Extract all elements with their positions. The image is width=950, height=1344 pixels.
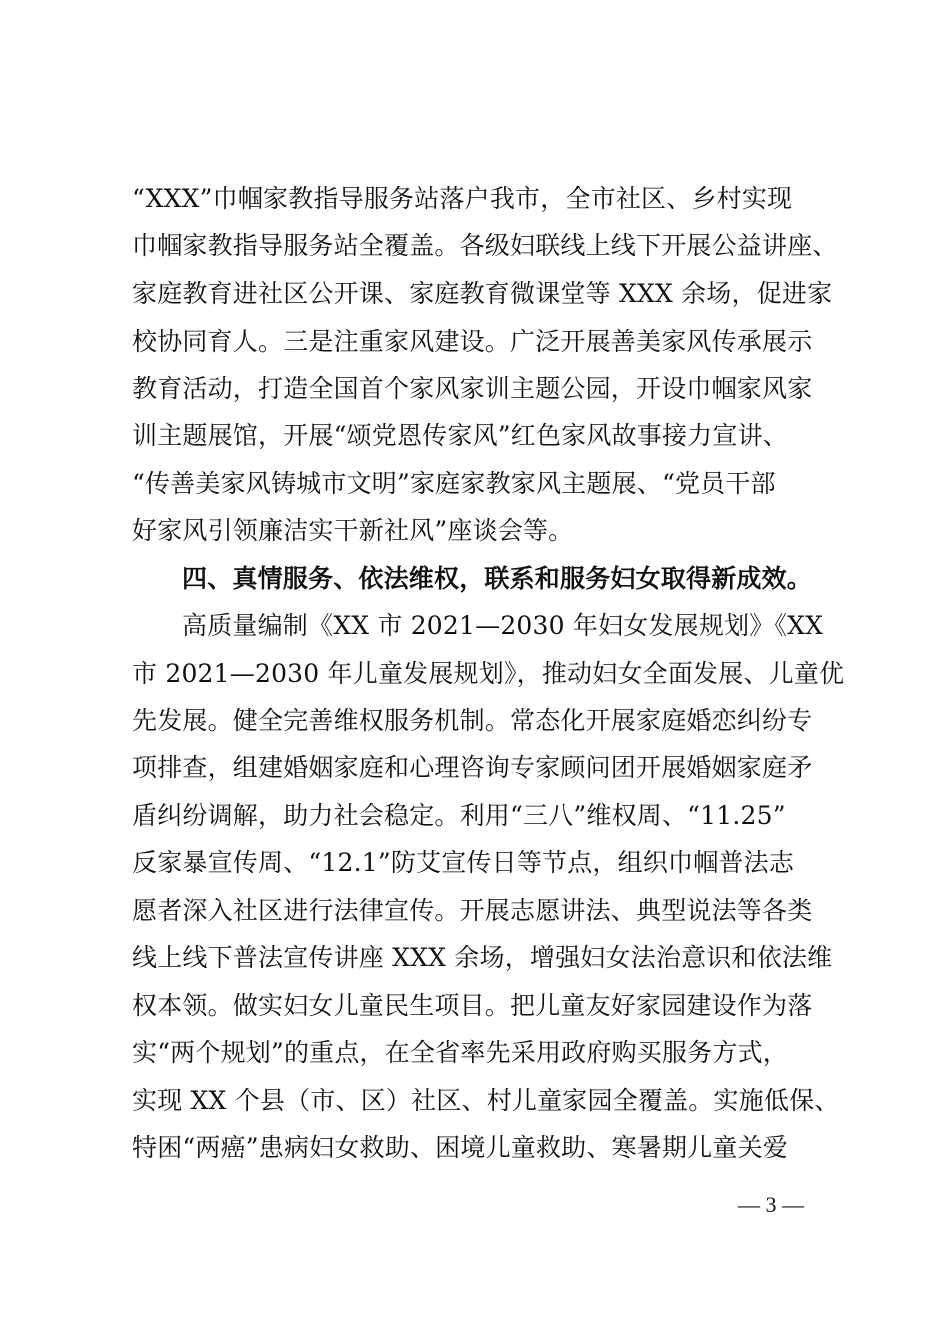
paragraph-line: 权本领。做实妇女儿童民生项目。把儿童友好家园建设作为落 bbox=[132, 991, 813, 1020]
paragraph-line: 高质量编制《XX 市 2021—2030 年妇女发展规划》《XX bbox=[182, 611, 824, 640]
paragraph-line: 先发展。健全完善维权服务机制。常态化开展家庭婚恋纠纷专 bbox=[132, 706, 813, 735]
paragraph-line: 项排查，组建婚姻家庭和心理咨询专家顾问团开展婚姻家庭矛 bbox=[132, 753, 813, 782]
paragraph-line: 愿者深入社区进行法律宣传。开展志愿讲法、典型说法等各类 bbox=[132, 896, 813, 925]
paragraph-line: 实“两个规划”的重点，在全省率先采用政府购买服务方式， bbox=[132, 1038, 788, 1067]
paragraph-line: 好家风引领廉洁实干新社风”座谈会等。 bbox=[132, 516, 574, 545]
paragraph-line: “传善美家风铸城市文明”家庭家教家风主题展、“党员干部 bbox=[132, 469, 776, 498]
paragraph-line: 教育活动，打造全国首个家风家训主题公园，开设巾帼家风家 bbox=[132, 374, 813, 403]
paragraph-line: 家庭教育进社区公开课、家庭教育微课堂等 XXX 余场，促进家 bbox=[132, 279, 833, 308]
paragraph-line: 实现 XX 个县（市、区）社区、村儿童家园全覆盖。实施低保、 bbox=[132, 1086, 840, 1115]
paragraph-line: 反家暴宣传周、“12.1”防艾宣传日等节点，组织巾帼普法志 bbox=[132, 848, 795, 877]
paragraph-line: 市 2021—2030 年儿童发展规划》，推动妇女全面发展、儿童优 bbox=[132, 659, 845, 688]
paragraph-line: 巾帼家教指导服务站全覆盖。各级妇联线上线下开展公益讲座、 bbox=[132, 231, 838, 260]
paragraph-line: 特困“两癌”患病妇女救助、困境儿童救助、寒暑期儿童关爱 bbox=[132, 1133, 788, 1162]
paragraph-line: 线上线下普法宣传讲座 XXX 余场，增强妇女法治意识和依法维 bbox=[132, 943, 833, 972]
paragraph-line: 校协同育人。三是注重家风建设。广泛开展善美家风传承展示 bbox=[132, 327, 813, 356]
paragraph-line: 训主题展馆，开展“颂党恩传家风”红色家风故事接力宣讲、 bbox=[132, 421, 788, 450]
page-number: — 3 — bbox=[738, 1192, 804, 1217]
paragraph-line: “XXX”巾帼家教指导服务站落户我市，全市社区、乡村实现 bbox=[132, 184, 793, 213]
paragraph-line: 盾纠纷调解，助力社会稳定。利用“三八”维权周、“11.25” bbox=[132, 801, 786, 830]
section-heading: 四、真情服务、依法维权，联系和服务妇女取得新成效。 bbox=[182, 564, 813, 593]
